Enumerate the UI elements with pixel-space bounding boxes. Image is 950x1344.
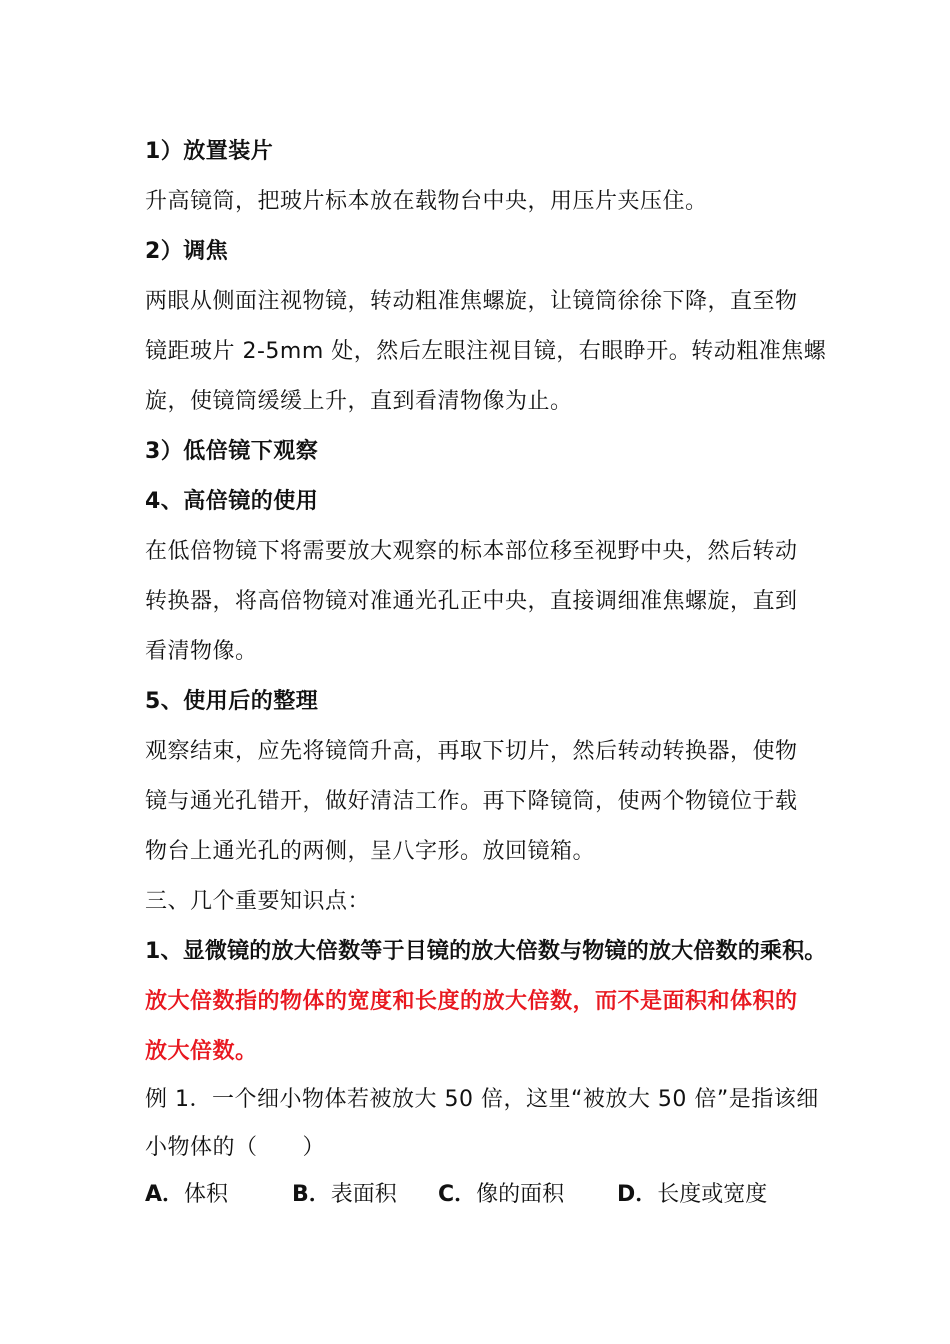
- paragraph-cleanup-line-2: 镜与通光孔错开，做好清洁工作。再下降镜筒，使两个物镜位于载: [145, 789, 798, 814]
- paragraph-focus-line-2: 镜距玻片 2-5mm 处，然后左眼注视目镜，右眼睁开。转动粗准焦螺: [145, 339, 827, 364]
- paragraph-focus-line-3: 旋，使镜筒缓缓上升，直到看清物像为止。: [145, 389, 573, 414]
- section-heading-cleanup: 5、使用后的整理: [145, 689, 319, 714]
- section-heading-high-power: 4、高倍镜的使用: [145, 489, 319, 514]
- example-question-line-1: 例 1．一个细小物体若被放大 50 倍，这里“被放大 50 倍”是指该细: [145, 1087, 819, 1112]
- section-heading-focus: 2）调焦: [145, 239, 229, 264]
- option-b-text: 表面积: [330, 1182, 397, 1207]
- option-c: [438, 1180, 564, 1210]
- option-c-text: 像的面积: [476, 1182, 565, 1207]
- option-d-text: 长度或宽度: [657, 1182, 768, 1207]
- paragraph-cleanup-line-1: 观察结束，应先将镜筒升高，再取下切片，然后转动转换器，使物: [145, 739, 798, 764]
- option-d-letter: D．: [617, 1182, 658, 1207]
- option-b-letter: B．: [292, 1182, 331, 1207]
- example-question-line-2: 小物体的（ ）: [145, 1135, 326, 1160]
- paragraph-place-slide: 升高镜筒，把玻片标本放在载物台中央，用压片夹压住。: [145, 189, 708, 214]
- option-a: [145, 1180, 228, 1210]
- option-c-letter: C．: [438, 1182, 477, 1207]
- section-title-key-points: 三、几个重要知识点：: [145, 889, 371, 914]
- option-b: [292, 1180, 397, 1210]
- key-point-1: 1、显微镜的放大倍数等于目镜的放大倍数与物镜的放大倍数的乘积。: [145, 939, 827, 964]
- paragraph-cleanup-line-3: 物台上通光孔的两侧，呈八字形。放回镜箱。: [145, 839, 596, 864]
- highlight-note-line-2: 放大倍数。: [145, 1039, 258, 1064]
- section-heading-low-power: 3）低倍镜下观察: [145, 439, 319, 464]
- option-a-letter: A．: [145, 1182, 185, 1207]
- paragraph-high-power-line-1: 在低倍物镜下将需要放大观察的标本部位移至视野中央，然后转动: [145, 539, 798, 564]
- option-d: [617, 1180, 767, 1210]
- section-heading-place-slide: 1）放置装片: [145, 139, 274, 164]
- paragraph-focus-line-1: 两眼从侧面注视物镜，转动粗准焦螺旋，让镜筒徐徐下降，直至物: [145, 289, 798, 314]
- option-a-text: 体积: [184, 1182, 229, 1207]
- paragraph-high-power-line-3: 看清物像。: [145, 639, 258, 664]
- highlight-note-line-1: 放大倍数指的物体的宽度和长度的放大倍数，而不是面积和体积的: [145, 989, 798, 1014]
- paragraph-high-power-line-2: 转换器，将高倍物镜对准通光孔正中央，直接调细准焦螺旋，直到: [145, 589, 798, 614]
